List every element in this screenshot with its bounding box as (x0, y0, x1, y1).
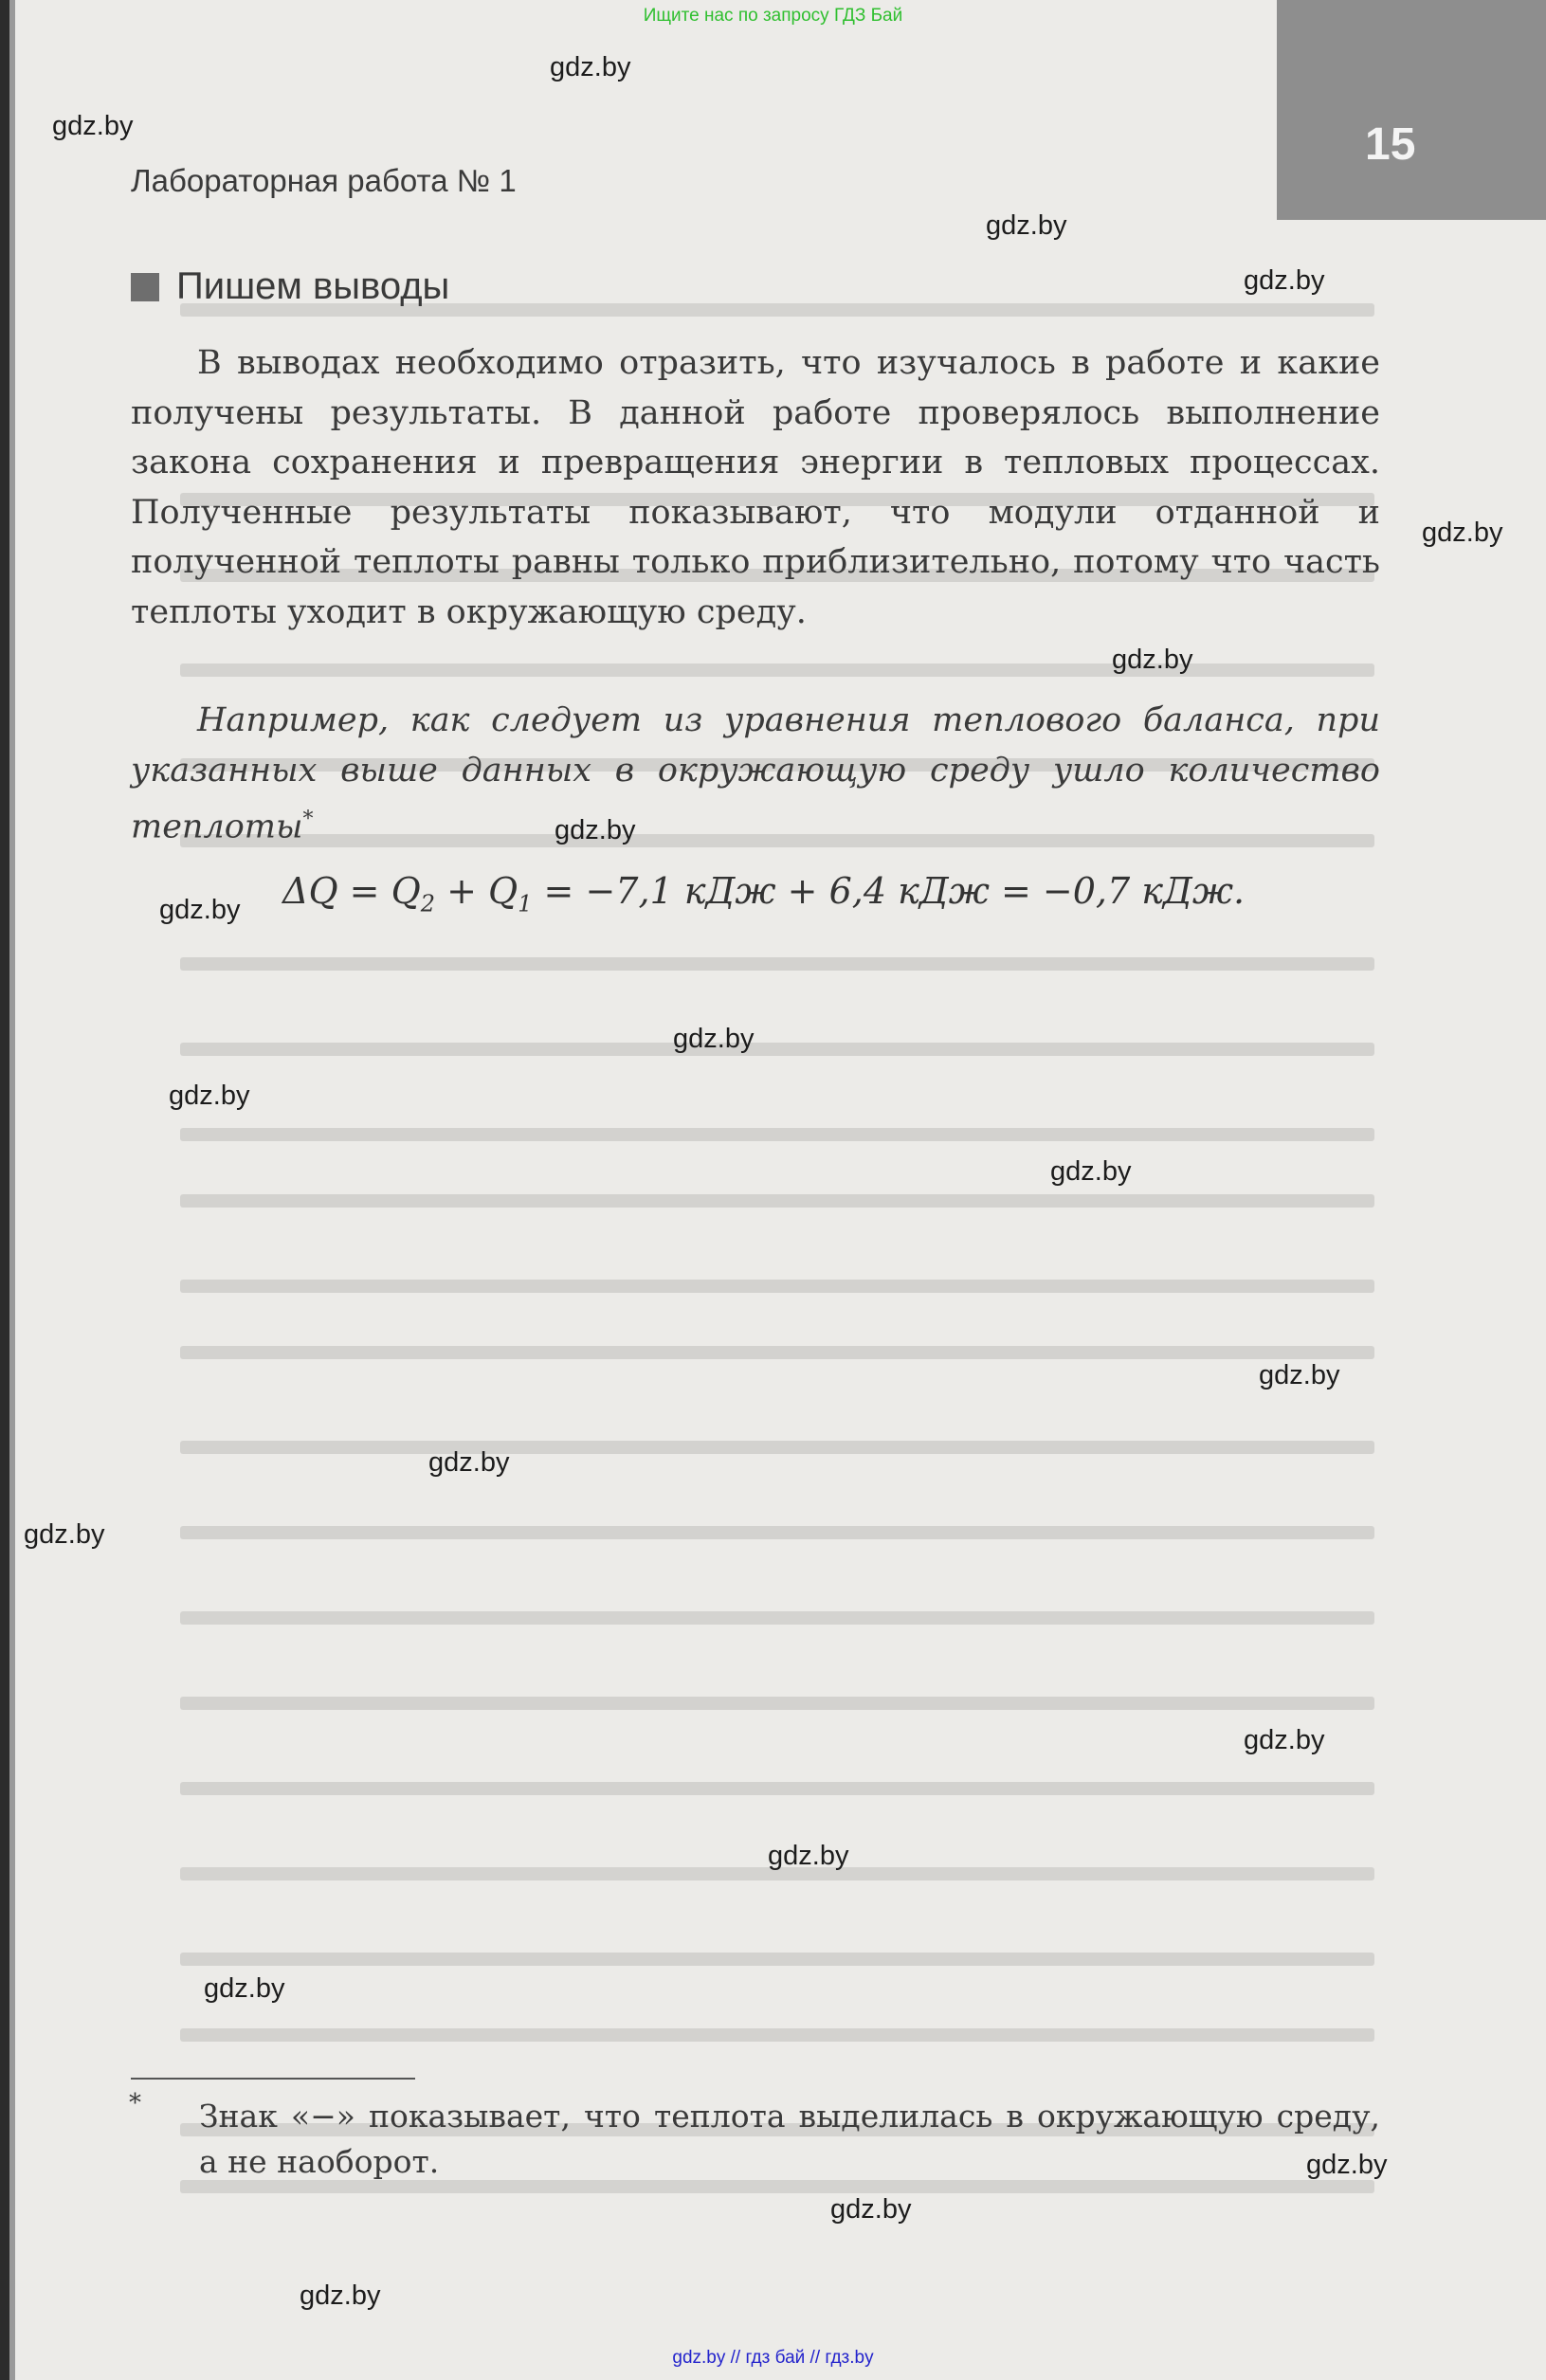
watermark: gdz.by (555, 815, 636, 845)
watermark: gdz.by (673, 1024, 755, 1054)
footnote-text: Знак «−» показывает, что теплота выделилась в окружающую среду, а не наоборот. (199, 2098, 1380, 2180)
footnote-mark: * (129, 2089, 141, 2117)
footnote-reference: * (302, 808, 314, 831)
watermark: gdz.by (24, 1519, 105, 1550)
watermark: gdz.by (1112, 645, 1193, 675)
watermark: gdz.by (830, 2194, 912, 2225)
page-number: 15 (1365, 119, 1416, 170)
watermark: gdz.by (1244, 1725, 1325, 1755)
book-spine-shadow (0, 0, 9, 2380)
watermark: gdz.by (1422, 518, 1503, 548)
paragraph-example-text: Например, как следует из уравнения теплового баланса, при указанных выше данных в окружающую среду ушло количество теплоты (131, 701, 1380, 846)
formula-lhs: ΔQ = Q (282, 870, 421, 912)
watermark: gdz.by (1050, 1156, 1132, 1187)
watermark: gdz.by (1306, 2150, 1388, 2180)
formula-sub-2: 2 (420, 890, 436, 917)
watermark: gdz.by (300, 2280, 381, 2311)
paragraph-conclusions: В выводах необходимо отразить, что изучалось в работе и какие получены результаты. В данной работе проверялось выполнение закона сохранения и превращения энергии в тепловых процессах. Полученные результаты показывают, что модули отданной и полученной теплоты равны только приблизительно, потому что часть теплоты уходит в окружающую среду. (131, 344, 1380, 631)
bottom-banner: gdz.by // гдз бай // гдз.by (672, 2348, 874, 2368)
watermark: gdz.by (428, 1447, 510, 1478)
watermark: gdz.by (169, 1081, 250, 1111)
watermark: gdz.by (159, 895, 241, 925)
page-number-tab (1277, 0, 1546, 220)
watermark: gdz.by (986, 210, 1067, 241)
top-banner: Ищите нас по запросу ГДЗ Бай (643, 6, 903, 26)
formula-sub-1: 1 (518, 890, 533, 917)
section-heading (131, 265, 449, 308)
formula-rhs: = −7,1 кДж + 6,4 кДж = −0,7 кДж. (532, 870, 1246, 912)
section-title: Пишем выводы (176, 265, 450, 307)
watermark: gdz.by (52, 111, 134, 141)
paragraph-example (131, 696, 1380, 852)
watermark: gdz.by (204, 1973, 285, 2004)
heat-balance-formula (282, 870, 1245, 917)
watermark: gdz.by (1259, 1360, 1340, 1390)
watermark: gdz.by (1244, 265, 1325, 296)
formula-plus: + Q (435, 870, 518, 912)
watermark: gdz.by (768, 1841, 849, 1871)
square-bullet-icon (131, 273, 159, 301)
footnote-divider (131, 2078, 415, 2080)
running-title: Лабораторная работа № 1 (131, 163, 517, 198)
watermark: gdz.by (550, 52, 631, 82)
book-spine-edge (9, 0, 15, 2380)
